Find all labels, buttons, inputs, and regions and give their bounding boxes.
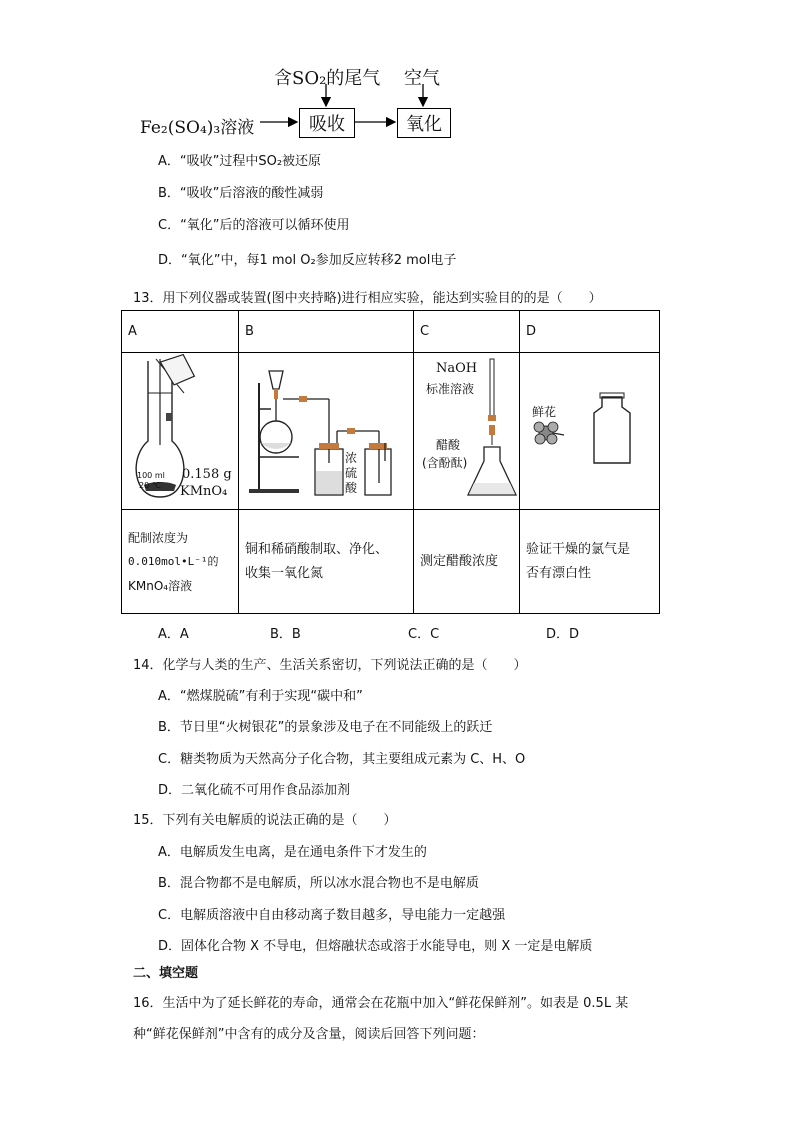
- header-a: A: [122, 311, 239, 353]
- q14-option-c: C．糖类物质为天然高分子化合物，其主要组成元素为 C、H、O: [158, 752, 526, 767]
- q15-stem: 15．下列有关电解质的说法正确的是（ ）: [133, 813, 397, 828]
- q12-option-b: B．“吸收”后溶液的酸性减弱: [158, 186, 324, 201]
- gas-generation-apparatus-diagram: [239, 353, 413, 509]
- caption-b: [239, 510, 414, 614]
- q12-option-a: A．“吸收”过程中SO₂被还原: [158, 154, 322, 169]
- caption-c-line1: 测定醋酸浓度: [420, 553, 499, 569]
- flower-icon: [534, 422, 564, 444]
- caption-d-line2: 否有漂白性: [526, 565, 592, 581]
- q14-stem: 14．化学与人类的生产、生活关系密切，下列说法正确的是（ ）: [133, 658, 527, 673]
- kmno4-mass-label: 0.158 g: [182, 467, 232, 482]
- q13-option-a: A．A: [158, 627, 189, 642]
- figure-a-cell: [122, 353, 239, 510]
- header-b: B: [239, 311, 414, 353]
- table-figure-row: [122, 353, 660, 510]
- q15-option-a: A．电解质发生电离，是在通电条件下才发生的: [158, 845, 427, 860]
- q15-option-b: B．混合物都不是电解质，所以冰水混合物也不是电解质: [158, 876, 479, 891]
- caption-d: [520, 510, 660, 614]
- q16-line1: 16．生活中为了延长鲜花的寿命，通常会在花瓶中加入“鲜花保鲜剂”。如表是 0.5L 某: [133, 996, 629, 1011]
- flow-air-label: 空气: [404, 68, 440, 89]
- figure-d-cell: [520, 353, 660, 510]
- titration-diagram: [414, 353, 519, 509]
- q13-option-b: B．B: [270, 627, 301, 642]
- naoh-label: NaOH: [436, 361, 478, 376]
- flow-solution-label: Fe₂(SO₄)₃溶液: [140, 118, 255, 138]
- q12-option-c: C．“氧化”后的溶液可以循环使用: [158, 218, 350, 233]
- flask-temp-label: 20 ℃: [139, 481, 161, 490]
- table-caption-row: [122, 510, 660, 614]
- section-title: 二、填空题: [133, 966, 199, 981]
- caption-c: [414, 510, 520, 614]
- flask-volume-label: 100 ml: [137, 471, 165, 480]
- q12-option-d: D．“氧化”中，每1 mol O₂参加反应转移2 mol电子: [158, 253, 457, 268]
- conc-sulfuric-label: 浓硫酸: [345, 451, 358, 495]
- q14-option-a: A．“燃煤脱硫”有利于实现“碳中和”: [158, 689, 363, 704]
- q16-line2: 种“鲜花保鲜剂”中含有的成分及含量，阅读后回答下列问题：: [133, 1027, 485, 1042]
- q13-table: [121, 310, 660, 614]
- kmno4-label: KMnO₄: [180, 484, 228, 499]
- caption-b-line1: 铜和稀硝酸制取、净化、: [245, 541, 389, 557]
- fresh-flower-label: 鲜花: [532, 405, 557, 419]
- q13-option-d: D．D: [546, 627, 580, 642]
- standard-solution-label: 标准溶液: [426, 382, 475, 396]
- flow-input-gas-label: 含SO₂的尾气: [274, 68, 381, 89]
- caption-a-line2: 0.010mol•L⁻¹的: [128, 554, 219, 568]
- caption-a-line3: KMnO₄溶液: [128, 578, 193, 593]
- phenolphthalein-label: (含酚酞): [422, 456, 468, 470]
- flow-oxidize-label: 氧化: [406, 114, 442, 135]
- q15-option-c: C．电解质溶液中自由移动离子数目越多，导电能力一定越强: [158, 908, 506, 923]
- q13-option-c: C．C: [408, 627, 440, 642]
- figure-b-cell: [239, 353, 414, 510]
- figure-c-cell: [414, 353, 520, 510]
- header-c: C: [414, 311, 520, 353]
- q14-option-d: D．二氧化硫不可用作食品添加剂: [158, 783, 351, 798]
- caption-a-line1: 配制浓度为: [128, 530, 189, 545]
- flow-arrows: [0, 0, 794, 150]
- table-header-row: [122, 311, 660, 353]
- q14-option-b: B．节日里“火树银花”的景象涉及电子在不同能级上的跃迁: [158, 720, 493, 735]
- q15-option-d: D．固体化合物 X 不导电，但熔融状态或溶于水能导电，则 X 一定是电解质: [158, 939, 593, 954]
- acetic-acid-label: 醋酸: [436, 438, 461, 452]
- flow-absorb-label: 吸收: [309, 114, 345, 135]
- caption-d-line1: 验证干燥的氯气是: [526, 541, 631, 557]
- bleaching-test-diagram: [520, 353, 656, 509]
- caption-a: [122, 510, 239, 614]
- caption-b-line2: 收集一氧化氮: [245, 565, 324, 581]
- header-d: D: [520, 311, 660, 353]
- q13-stem: 13．用下列仪器或装置(图中夹持略)进行相应实验，能达到实验目的的是（ ）: [133, 291, 602, 306]
